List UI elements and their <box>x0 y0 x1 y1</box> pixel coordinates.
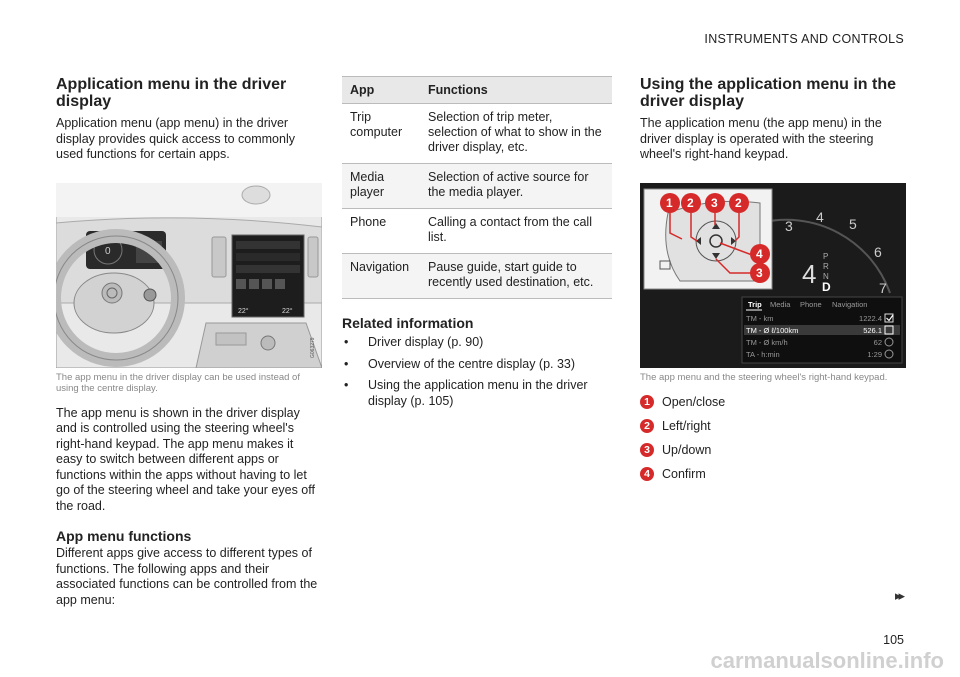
body-paragraph: The app menu is shown in the driver display and is controlled using the steering wheel's right-hand keypad. The app menu makes it easy to switch between different apps or functions within the apps without having to let go of the steering wheel and take your eyes off the road. <box>56 405 315 513</box>
table-row <box>342 209 612 254</box>
legend-item <box>640 467 906 481</box>
related-info-list <box>342 335 612 409</box>
intro-paragraph: Application menu (app menu) in the driver display provides quick access to commonly used functions for certain apps. <box>56 116 295 161</box>
legend-label: Open/close <box>662 394 726 409</box>
column-right <box>640 76 906 491</box>
menu-tab-navigation: Navigation <box>832 299 868 309</box>
svg-text:22°: 22° <box>238 307 249 315</box>
table-row <box>342 104 612 164</box>
related-link-centre-display[interactable]: • Overview of the centre display (p. 33) <box>344 356 576 371</box>
next-page-arrow-icon: ▸▸ <box>894 588 902 603</box>
subsection-paragraph: Different apps give access to different types of functions. The following apps and their associated functions can be controlled from the app menu: <box>56 546 318 607</box>
bullet-icon: • <box>344 356 349 371</box>
table-cell-functions: Selection of trip meter, selection of what to show in the driver display, etc. <box>420 104 612 164</box>
callout-number-badge: 1 <box>640 395 654 409</box>
legend-label: Up/down <box>662 442 712 457</box>
subsection-title: App menu functions <box>56 528 192 544</box>
gear-letter: P <box>823 251 829 261</box>
legend-label: Left/right <box>662 418 711 433</box>
table-cell-app: Trip computer <box>342 104 420 164</box>
callout-badge: 3 <box>711 195 718 210</box>
callout-number-badge: 4 <box>640 467 654 481</box>
gauge-number: 7 <box>879 279 887 296</box>
legend-label: Confirm <box>662 466 706 481</box>
table-row <box>342 254 612 299</box>
menu-row-label: TM - km <box>746 313 774 323</box>
section-title-2: Using the application menu in the driver display <box>640 76 897 110</box>
table-cell-functions: Pause guide, start guide to recently used destination, etc. <box>420 254 612 299</box>
table-header-row <box>342 77 612 104</box>
callout-badge: 4 <box>756 246 763 261</box>
legend-item <box>640 443 906 457</box>
figure-caption-2: The app menu and the steering wheel's right-hand keypad. <box>640 371 888 383</box>
svg-text:0: 0 <box>105 245 111 257</box>
svg-text:22°: 22° <box>282 307 293 315</box>
table-cell-functions: Calling a contact from the call list. <box>420 209 612 254</box>
page-number: 105 <box>883 633 904 647</box>
callout-badge: 3 <box>756 265 763 280</box>
menu-row-value: 526.1 <box>863 325 882 335</box>
figure-code: G063279 <box>310 336 316 358</box>
section-header: INSTRUMENTS AND CONTROLS <box>704 32 904 46</box>
legend-list <box>640 395 906 481</box>
menu-row-value: 1222.4 <box>859 313 882 323</box>
menu-tab-phone: Phone <box>800 299 822 309</box>
gear-letter: D <box>822 279 831 294</box>
column-middle <box>342 76 612 415</box>
callout-badge: 2 <box>735 195 742 210</box>
related-info-title: Related information <box>342 315 474 331</box>
menu-tab-trip: Trip <box>748 299 762 309</box>
menu-row-label: TM - Ø km/h <box>746 337 788 347</box>
app-menu-illustration <box>640 183 906 368</box>
gauge-number: 5 <box>849 215 857 232</box>
gear-letter: R <box>823 261 829 271</box>
app-functions-table <box>342 76 612 299</box>
gear-letter: N <box>823 271 829 281</box>
legend-item <box>640 419 906 433</box>
callout-badge: 2 <box>687 195 694 210</box>
section-title: Application menu in the driver display <box>56 76 287 110</box>
watermark: carmanualsonline.info <box>710 648 944 673</box>
bullet-icon: • <box>344 378 349 392</box>
table-cell-app: Media player <box>342 164 420 209</box>
dashboard-illustration <box>56 183 322 368</box>
table-header-functions: Functions <box>420 77 612 104</box>
column-left <box>56 76 322 622</box>
menu-tab-media: Media <box>770 299 791 309</box>
gauge-number: 6 <box>874 243 882 260</box>
menu-row-label: TA - h:min <box>746 349 780 359</box>
menu-row-value: 1:29 <box>867 349 882 359</box>
table-row <box>342 164 612 209</box>
menu-row-value: 62 <box>873 337 882 347</box>
intro-paragraph-2: The application menu (the app menu) in the driver display is operated with the steering wheel's right-hand keypad. <box>640 116 882 161</box>
table-cell-functions: Selection of active source for the media player. <box>420 164 612 209</box>
gauge-number: 3 <box>785 217 793 234</box>
related-link-app-menu[interactable]: • Using the application menu in the driver display (p. 105) <box>344 378 588 408</box>
table-header-app: App <box>342 77 420 104</box>
callout-number-badge: 3 <box>640 443 654 457</box>
bullet-icon: • <box>344 335 349 349</box>
table-cell-app: Navigation <box>342 254 420 299</box>
figure-caption: The app menu in the driver display can be used instead of using the centre display. <box>56 371 300 394</box>
menu-row-label: TM - Ø ℓ/100km <box>746 325 799 335</box>
callout-badge: 1 <box>666 195 673 210</box>
callout-number-badge: 2 <box>640 419 654 433</box>
table-cell-app: Phone <box>342 209 420 254</box>
related-link-driver-display[interactable]: • Driver display (p. 90) <box>344 335 484 349</box>
current-gear: 4 <box>802 258 817 289</box>
legend-item <box>640 395 906 409</box>
gauge-number: 4 <box>816 208 824 225</box>
